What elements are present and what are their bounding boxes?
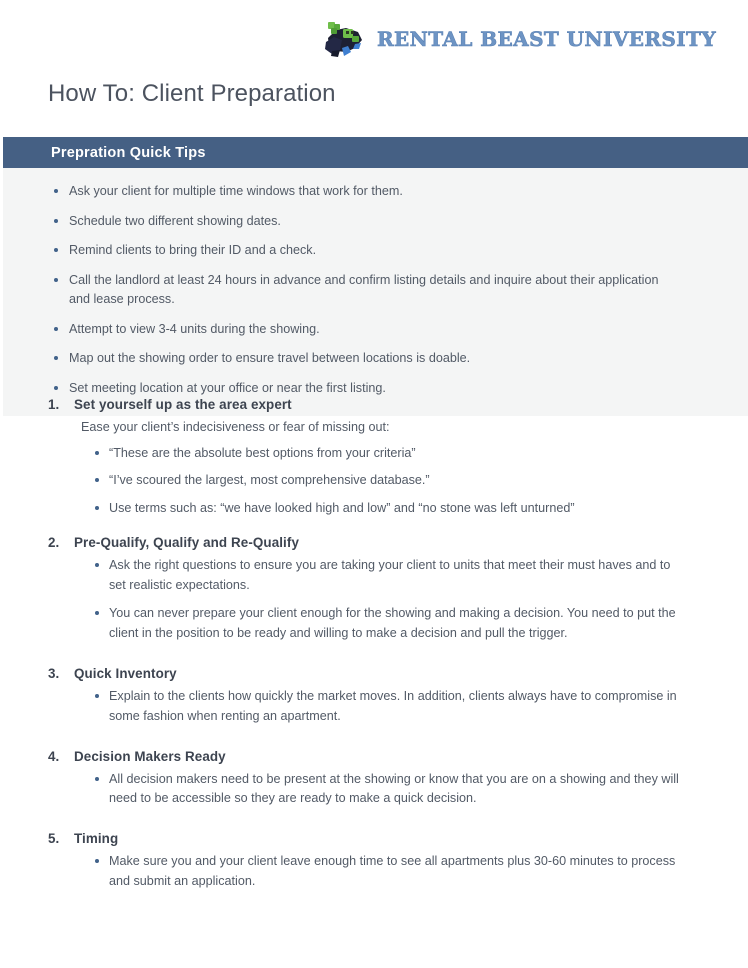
section-heading bbox=[48, 535, 688, 550]
section-title: Timing bbox=[74, 831, 119, 847]
section-heading bbox=[48, 397, 688, 412]
section-2 bbox=[48, 535, 688, 644]
quick-tips-list bbox=[51, 182, 700, 398]
list-item: Ask the right questions to ensure you are taking your client to units that meet their must haves and to set realistic expectations. bbox=[95, 556, 688, 596]
section-bullet-list bbox=[95, 687, 688, 727]
section-title: Decision Makers Ready bbox=[74, 748, 226, 764]
section-bullet-list bbox=[95, 444, 688, 520]
list-item: Call the landlord at least 24 hours in advance and confirm listing details and inquire about their application and lease process. bbox=[51, 271, 669, 310]
section-title: Set yourself up as the area expert bbox=[74, 397, 292, 412]
list-item: Make sure you and your client leave enough time to see all apartments plus 30-60 minutes to process and submit an application. bbox=[95, 852, 688, 892]
quick-tips-body bbox=[3, 168, 748, 416]
list-item: You can never prepare your client enough for the showing and making a decision. You need to put the client in the position to be ready and willing to make a decision and pull the trigger. bbox=[95, 604, 688, 644]
brand-wordmark: RENTAL BEAST UNIVERSITY bbox=[376, 27, 716, 51]
list-item: Set meeting location at your office or near the first listing. bbox=[51, 379, 669, 399]
section-5 bbox=[48, 831, 688, 892]
list-item: “These are the absolute best options from your criteria” bbox=[95, 444, 688, 464]
section-number: 3. bbox=[48, 665, 60, 681]
section-3 bbox=[48, 666, 688, 727]
section-4 bbox=[48, 749, 688, 810]
quick-tips-header bbox=[3, 137, 748, 168]
section-number: 2. bbox=[48, 535, 60, 551]
list-item: Explain to the clients how quickly the market moves. In addition, clients always have to compromise in some fashion when renting an apartment. bbox=[95, 687, 688, 727]
section-heading bbox=[48, 666, 688, 681]
page-title: How To: Client Preparation bbox=[48, 80, 336, 107]
section-number: 1. bbox=[48, 397, 60, 412]
section-heading bbox=[48, 749, 688, 764]
quick-tips-panel bbox=[3, 137, 748, 416]
list-item: Attempt to view 3-4 units during the showing. bbox=[51, 320, 669, 340]
list-item: All decision makers need to be present at the showing or know that you are on a showing and they will need to be accessible so they are ready to make a quick decision. bbox=[95, 770, 688, 810]
section-bullet-list bbox=[95, 770, 688, 810]
quick-tips-header-title: Prepration Quick Tips bbox=[51, 144, 206, 161]
list-item: Map out the showing order to ensure travel between locations is doable. bbox=[51, 349, 669, 369]
section-1 bbox=[48, 397, 688, 519]
section-number: 5. bbox=[48, 831, 60, 847]
section-title: Quick Inventory bbox=[74, 665, 177, 681]
section-bullet-list bbox=[95, 556, 688, 644]
rental-beast-mascot-icon bbox=[322, 18, 368, 60]
section-bullet-list bbox=[95, 852, 688, 892]
section-number: 4. bbox=[48, 748, 60, 764]
list-item: Remind clients to bring their ID and a check. bbox=[51, 241, 669, 261]
list-item: Use terms such as: “we have looked high and low” and “no stone was left unturned” bbox=[95, 499, 688, 519]
list-item: “I’ve scoured the largest, most comprehensive database.” bbox=[95, 471, 688, 491]
list-item: Schedule two different showing dates. bbox=[51, 212, 669, 232]
section-heading bbox=[48, 831, 688, 846]
brand-header bbox=[322, 18, 716, 60]
section-intro: Ease your client’s indecisiveness or fear of missing out: bbox=[81, 420, 390, 434]
numbered-sections bbox=[48, 397, 688, 914]
list-item: Ask your client for multiple time windows that work for them. bbox=[51, 182, 669, 202]
section-title: Pre-Qualify, Qualify and Re-Qualify bbox=[74, 535, 299, 551]
